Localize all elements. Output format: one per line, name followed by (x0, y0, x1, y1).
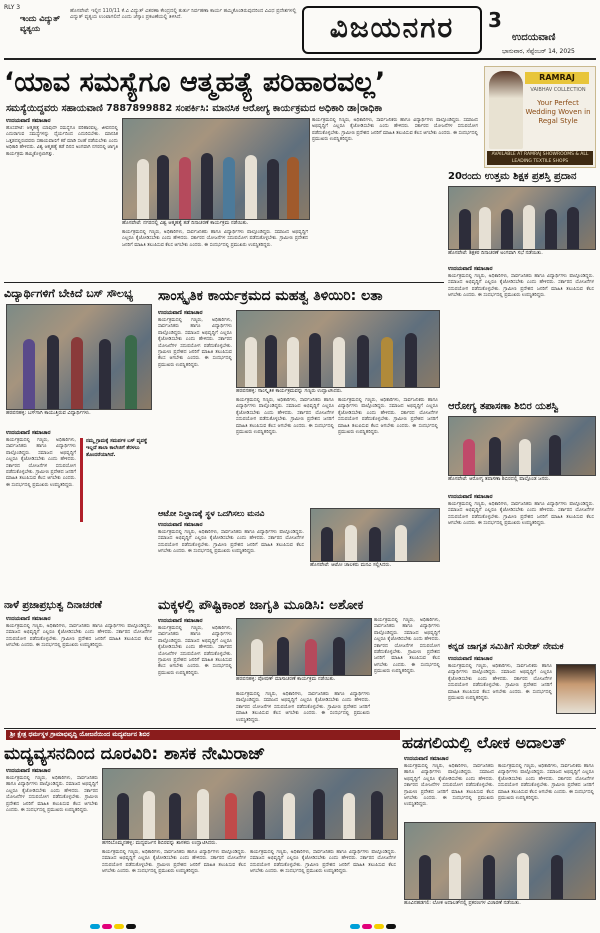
bus-body: ಕಾರ್ಯಕ್ರಮದಲ್ಲಿ ಗಣ್ಯರು, ಅಧಿಕಾರಿಗಳು, ಸಾರ್ವಜನಿಕರು ಹಾಗೂ ವಿದ್ಯಾರ್ಥಿಗಳು ಪಾಲ್ಗೊಂಡಿದ್ದರು. ಸಮಾಜದ ಅಭಿವೃದ್ಧಿಗೆ ಎಲ್ಲರೂ ಕೈಜೋಡಿಸಬೇಕು ಎಂದು ಹೇಳಿದರು. ಸರ್ಕಾರದ ಯೋಜನೆಗಳ ಸದುಪಯೋಗ ಪಡೆದುಕೊಳ್ಳಬೇಕು. ಗ್ರಾಮೀಣ ಪ್ರದೇಶದ ಜನರಿಗೆ ಮಾಹಿತಿ ತಲುಪಿಸುವ ಕೆಲಸ ಆಗಬೇಕು ಎಂದರು. ಈ ಸಂದರ್ಭದಲ್ಲಿ ಪ್ರಮುಖರು ಉಪಸ್ಥಿತರಿದ್ದರು. (6, 438, 76, 488)
kannada-headline: ಕನ್ನಡ ಜಾಗೃತ ಸಮಿತಿಗೆ ಸುರೇಶ್ ನೇಮಕ (448, 642, 564, 652)
section-divider (4, 282, 444, 283)
deaddiction-caption: ಹಗರಿಬೊಮ್ಮನಹಳ್ಳಿ: ಮದ್ಯವರ್ಜನ ಶಿಬಿರವನ್ನು ಶಾಸಕರು ಉದ್ಘಾಟಿಸಿದರು. (102, 840, 217, 846)
deaddiction-body-2: ಕಾರ್ಯಕ್ರಮದಲ್ಲಿ ಗಣ್ಯರು, ಅಧಿಕಾರಿಗಳು, ಸಾರ್ವಜನಿಕರು ಹಾಗೂ ವಿದ್ಯಾರ್ಥಿಗಳು ಪಾಲ್ಗೊಂಡಿದ್ದರು. ಸಮಾಜದ ಅಭಿವೃದ್ಧಿಗೆ ಎಲ್ಲರೂ ಕೈಜೋಡಿಸಬೇಕು ಎಂದು ಹೇಳಿದರು. ಸರ್ಕಾರದ ಯೋಜನೆಗಳ ಸದುಪಯೋಗ ಪಡೆದುಕೊಳ್ಳಬೇಕು. ಗ್ರಾಮೀಣ ಪ್ರದೇಶದ ಜನರಿಗೆ ಮಾಹಿತಿ ತಲುಪಿಸುವ ಕೆಲಸ ಆಗಬೇಕು ಎಂದರು. ಈ ಸಂದರ್ಭದಲ್ಲಿ ಪ್ರಮುಖರು ಉಪಸ್ಥಿತರಿದ್ದರು. (102, 850, 246, 875)
cultural-body-3: ಕಾರ್ಯಕ್ರಮದಲ್ಲಿ ಗಣ್ಯರು, ಅಧಿಕಾರಿಗಳು, ಸಾರ್ವಜನಿಕರು ಹಾಗೂ ವಿದ್ಯಾರ್ಥಿಗಳು ಪಾಲ್ಗೊಂಡಿದ್ದರು. ಸಮಾಜದ ಅಭಿವೃದ್ಧಿಗೆ ಎಲ್ಲರೂ ಕೈಜೋಡಿಸಬೇಕು ಎಂದು ಹೇಳಿದರು. ಸರ್ಕಾರದ ಯೋಜನೆಗಳ ಸದುಪಯೋಗ ಪಡೆದುಕೊಳ್ಳಬೇಕು. ಗ್ರಾಮೀಣ ಪ್ರದೇಶದ ಜನರಿಗೆ ಮಾಹಿತಿ ತಲುಪಿಸುವ ಕೆಲಸ ಆಗಬೇಕು ಎಂದರು. ಈ ಸಂದರ್ಭದಲ್ಲಿ ಪ್ರಮುಖರು ಉಪಸ್ಥಿತರಿದ್ದರು. (338, 398, 438, 436)
nutrition-caption: ಹರಪನಹಳ್ಳಿ: ಪೋಷಣ್ ಮಾಸಾಚರಣೆ ಕಾರ್ಯಕ್ರಮ ನಡೆಯಿತು. (236, 676, 336, 682)
nutrition-body-2: ಕಾರ್ಯಕ್ರಮದಲ್ಲಿ ಗಣ್ಯರು, ಅಧಿಕಾರಿಗಳು, ಸಾರ್ವಜನಿಕರು ಹಾಗೂ ವಿದ್ಯಾರ್ಥಿಗಳು ಪಾಲ್ಗೊಂಡಿದ್ದರು. ಸಮಾಜದ ಅಭಿವೃದ್ಧಿಗೆ ಎಲ್ಲರೂ ಕೈಜೋಡಿಸಬೇಕು ಎಂದು ಹೇಳಿದರು. ಸರ್ಕಾರದ ಯೋಜನೆಗಳ ಸದುಪಯೋಗ ಪಡೆದುಕೊಳ್ಳಬೇಕು. ಗ್ರಾಮೀಣ ಪ್ರದೇಶದ ಜನರಿಗೆ ಮಾಹಿತಿ ತಲುಪಿಸುವ ಕೆಲಸ ಆಗಬೇಕು ಎಂದರು. ಈ ಸಂದರ್ಭದಲ್ಲಿ ಪ್ರಮುಖರು ಉಪಸ್ಥಿತರಿದ್ದರು. (236, 692, 370, 723)
lok-adalat-caption: ಹೂವಿನಹಡಗಲಿ: ಲೋಕ ಅದಾಲತ್‌ನಲ್ಲಿ ಪ್ರಕರಣಗಳ ವಿಚಾರಣೆ ನಡೆಯಿತು. (404, 900, 521, 906)
teacher-award-body: ಕಾರ್ಯಕ್ರಮದಲ್ಲಿ ಗಣ್ಯರು, ಅಧಿಕಾರಿಗಳು, ಸಾರ್ವಜನಿಕರು ಹಾಗೂ ವಿದ್ಯಾರ್ಥಿಗಳು ಪಾಲ್ಗೊಂಡಿದ್ದರು. ಸಮಾಜದ ಅಭಿವೃದ್ಧಿಗೆ ಎಲ್ಲರೂ ಕೈಜೋಡಿಸಬೇಕು ಎಂದು ಹೇಳಿದರು. ಸರ್ಕಾರದ ಯೋಜನೆಗಳ ಸದುಪಯೋಗ ಪಡೆದುಕೊಳ್ಳಬೇಕು. ಗ್ರಾಮೀಣ ಪ್ರದೇಶದ ಜನರಿಗೆ ಮಾಹಿತಿ ತಲುಪಿಸುವ ಕೆಲಸ ಆಗಬೇಕು ಎಂದರು. ಈ ಸಂದರ್ಭದಲ್ಲಿ ಪ್ರಮುಖರು ಉಪಸ್ಥಿತರಿದ್ದರು. (448, 274, 594, 299)
cultural-photo (236, 310, 440, 388)
auto-headline: ಆಟೋ ನಿಲ್ದಾಣಕ್ಕೆ ಸ್ಥಳ ಒದಗಿಸಲು ಮನವಿ (158, 509, 265, 518)
cultural-caption: ಹರಪನಹಳ್ಳಿ: ಸಾಂಸ್ಕೃತಿಕ ಕಾರ್ಯಕ್ರಮವನ್ನು ಗಣ್ಯರು ಉದ್ಘಾಟಿಸಿದರು. (236, 388, 343, 394)
lead-body: ಹೊಸಪೇಟೆ: ಆತ್ಮಹತ್ಯೆ ಯಾವುದೇ ಸಮಸ್ಯೆಗೂ ಪರಿಹಾರವಲ್ಲ. ಜೀವನದಲ್ಲಿ ಎದುರಾಗುವ ಸಮಸ್ಯೆಗಳನ್ನು ಧೈರ್ಯದಿಂದ ಎದುರಿಸಬೇಕು. ಮಾನಸಿಕ ಒತ್ತಡದಲ್ಲಿರುವವರು ಸಹಾಯವಾಣಿಗೆ ಕರೆ ಮಾಡಿ ಸಲಹೆ ಪಡೆಯಬೇಕು ಎಂದು ಅಧಿಕಾರಿ ಹೇಳಿದರು. ವಿಶ್ವ ಆತ್ಮಹತ್ಯೆ ತಡೆ ದಿನದ ಅಂಗವಾಗಿ ನಗರದಲ್ಲಿ ಜಾಗೃತಿ ಕಾರ್ಯಕ್ರಮ ಹಮ್ಮಿಕೊಳ್ಳಲಾಗಿತ್ತು. (6, 126, 118, 157)
auto-caption: ಹೊಸಪೇಟೆ: ಆಟೋ ಚಾಲಕರು ಮನವಿ ಸಲ್ಲಿಸಿದರು. (310, 562, 392, 568)
cultural-body-2: ಕಾರ್ಯಕ್ರಮದಲ್ಲಿ ಗಣ್ಯರು, ಅಧಿಕಾರಿಗಳು, ಸಾರ್ವಜನಿಕರು ಹಾಗೂ ವಿದ್ಯಾರ್ಥಿಗಳು ಪಾಲ್ಗೊಂಡಿದ್ದರು. ಸಮಾಜದ ಅಭಿವೃದ್ಧಿಗೆ ಎಲ್ಲರೂ ಕೈಜೋಡಿಸಬೇಕು ಎಂದು ಹೇಳಿದರು. ಸರ್ಕಾರದ ಯೋಜನೆಗಳ ಸದುಪಯೋಗ ಪಡೆದುಕೊಳ್ಳಬೇಕು. ಗ್ರಾಮೀಣ ಪ್ರದೇಶದ ಜನರಿಗೆ ಮಾಹಿತಿ ತಲುಪಿಸುವ ಕೆಲಸ ಆಗಬೇಕು ಎಂದರು. ಈ ಸಂದರ್ಭದಲ್ಲಿ ಪ್ರಮುಖರು ಉಪಸ್ಥಿತರಿದ್ದರು. (236, 398, 334, 436)
health-photo (448, 416, 596, 476)
deaddiction-body: ಕಾರ್ಯಕ್ರಮದಲ್ಲಿ ಗಣ್ಯರು, ಅಧಿಕಾರಿಗಳು, ಸಾರ್ವಜನಿಕರು ಹಾಗೂ ವಿದ್ಯಾರ್ಥಿಗಳು ಪಾಲ್ಗೊಂಡಿದ್ದರು. ಸಮಾಜದ ಅಭಿವೃದ್ಧಿಗೆ ಎಲ್ಲರೂ ಕೈಜೋಡಿಸಬೇಕು ಎಂದು ಹೇಳಿದರು. ಸರ್ಕಾರದ ಯೋಜನೆಗಳ ಸದುಪಯೋಗ ಪಡೆದುಕೊಳ್ಳಬೇಕು. ಗ್ರಾಮೀಣ ಪ್ರದೇಶದ ಜನರಿಗೆ ಮಾಹಿತಿ ತಲುಪಿಸುವ ಕೆಲಸ ಆಗಬೇಕು ಎಂದರು. ಈ ಸಂದರ್ಭದಲ್ಲಿ ಪ್ರಮುಖರು ಉಪಸ್ಥಿತರಿದ್ದರು. (6, 776, 98, 814)
lead-caption: ಹೊಸಪೇಟೆ: ನಗರದಲ್ಲಿ ವಿಶ್ವ ಆತ್ಮಹತ್ಯೆ ತಡೆ ದಿನಾಚರಣೆ ಕಾರ್ಯಕ್ರಮ ನಡೆಯಿತು. (122, 220, 249, 226)
page-title: ವಿಜಯನಗರ (302, 6, 482, 54)
cultural-byline: ಉದಯವಾಣಿ ಸಮಾಚಾರ (158, 310, 203, 316)
health-byline: ಉದಯವಾಣಿ ಸಮಾಚಾರ (448, 494, 493, 500)
page-number: 3 (488, 8, 502, 32)
ad-brand: RAMRAJ (525, 72, 589, 84)
lead-byline: ಉದಯವಾಣಿ ಸಮಾಚಾರ (6, 118, 51, 124)
lok-adalat-byline: ಉದಯವಾಣಿ ಸಮಾಚಾರ (404, 756, 449, 762)
nutrition-headline: ಮಕ್ಕಳಲ್ಲಿ ಪೌಷ್ಟಿಕಾಂಶ ಜಾಗೃತಿ ಮೂಡಿಸಿ: ಅಶೋಕ (158, 598, 364, 613)
ramraj-ad[interactable] (484, 66, 596, 168)
bus-pull-quote: ನಮ್ಮ ಗ್ರಾಮಕ್ಕೆ ಸಮರ್ಪಕ ಬಸ್ ವ್ಯವಸ್ಥೆ ಇಲ್ಲದೆ ಶಾಲಾ ಕಾಲೇಜಿಗೆ ತೆರಳಲು ತೊಂದರೆಯಾಗಿದೆ. (80, 438, 156, 522)
nutrition-photo (236, 618, 372, 676)
teacher-award-byline: ಉದಯವಾಣಿ ಸಮಾಚಾರ (448, 266, 493, 272)
teacher-award-headline: 20ರಂದು ಉತ್ತಮ ಶಿಕ್ಷಕ ಪ್ರಶಸ್ತಿ ಪ್ರದಾನ (448, 171, 577, 182)
bus-caption: ಹರಪನಹಳ್ಳಿ: ಬಸ್‌ಗಾಗಿ ಕಾಯುತ್ತಿರುವ ವಿದ್ಯಾರ್ಥಿಗಳು. (6, 410, 91, 416)
nutrition-body-3: ಕಾರ್ಯಕ್ರಮದಲ್ಲಿ ಗಣ್ಯರು, ಅಧಿಕಾರಿಗಳು, ಸಾರ್ವಜನಿಕರು ಹಾಗೂ ವಿದ್ಯಾರ್ಥಿಗಳು ಪಾಲ್ಗೊಂಡಿದ್ದರು. ಸಮಾಜದ ಅಭಿವೃದ್ಧಿಗೆ ಎಲ್ಲರೂ ಕೈಜೋಡಿಸಬೇಕು ಎಂದು ಹೇಳಿದರು. ಸರ್ಕಾರದ ಯೋಜನೆಗಳ ಸದುಪಯೋಗ ಪಡೆದುಕೊಳ್ಳಬೇಕು. ಗ್ರಾಮೀಣ ಪ್ರದೇಶದ ಜನರಿಗೆ ಮಾಹಿತಿ ತಲುಪಿಸುವ ಕೆಲಸ ಆಗಬೇಕು ಎಂದರು. ಈ ಸಂದರ್ಭದಲ್ಲಿ ಪ್ರಮುಖರು ಉಪಸ್ಥಿತರಿದ್ದರು. (374, 618, 440, 675)
teacher-award-caption: ಹೊಸಪೇಟೆ: ಶಿಕ್ಷಕರ ದಿನಾಚರಣೆ ಅಂಗವಾಗಿ ಸಭೆ ನಡೆಯಿತು. (448, 250, 543, 256)
deaddiction-byline: ಉದಯವಾಣಿ ಸಮಾಚಾರ (6, 768, 51, 774)
left-ear: ಇಂದು ವಿದ್ಯುತ್ ವ್ಯತ್ಯಯ (20, 14, 61, 33)
lead-subhead: ಸಮಸ್ಯೆಯಿದ್ದವರು ಸಹಾಯವಾಣಿ 7887899882 ಸಂಪರ್ಕಿಸಿ: ಮಾನಸಿಕ ಆರೋಗ್ಯ ಕಾರ್ಯಕ್ರಮದ ಅಧಿಕಾರಿ ಡಾ|ರಾಧಿಕಾ (6, 103, 383, 114)
health-caption: ಹೊಸಪೇಟೆ: ಆರೋಗ್ಯ ತಪಾಸಣಾ ಶಿಬಿರದಲ್ಲಿ ಪಾಲ್ಗೊಂಡ ಜನರು. (448, 476, 551, 482)
auto-photo (310, 508, 440, 562)
deaddiction-photo (102, 768, 398, 840)
kannada-byline: ಉದಯವಾಣಿ ಸಮಾಚಾರ (448, 656, 493, 662)
brand-name: ಉದಯವಾಣಿ (512, 32, 556, 43)
lead-headline: ‘ಯಾವ ಸಮಸ್ಯೆಗೂ ಆತ್ಮಹತ್ಯೆ ಪರಿಹಾರವಲ್ಲ’ (4, 67, 386, 98)
democracy-byline: ಉದಯವಾಣಿ ಸಮಾಚಾರ (6, 616, 51, 622)
auto-body: ಕಾರ್ಯಕ್ರಮದಲ್ಲಿ ಗಣ್ಯರು, ಅಧಿಕಾರಿಗಳು, ಸಾರ್ವಜನಿಕರು ಹಾಗೂ ವಿದ್ಯಾರ್ಥಿಗಳು ಪಾಲ್ಗೊಂಡಿದ್ದರು. ಸಮಾಜದ ಅಭಿವೃದ್ಧಿಗೆ ಎಲ್ಲರೂ ಕೈಜೋಡಿಸಬೇಕು ಎಂದು ಹೇಳಿದರು. ಸರ್ಕಾರದ ಯೋಜನೆಗಳ ಸದುಪಯೋಗ ಪಡೆದುಕೊಳ್ಳಬೇಕು. ಗ್ರಾಮೀಣ ಪ್ರದೇಶದ ಜನರಿಗೆ ಮಾಹಿತಿ ತಲುಪಿಸುವ ಕೆಲಸ ಆಗಬೇಕು ಎಂದರು. ಈ ಸಂದರ್ಭದಲ್ಲಿ ಪ್ರಮುಖರು ಉಪಸ್ಥಿತರಿದ್ದರು. (158, 530, 304, 555)
lok-adalat-body: ಕಾರ್ಯಕ್ರಮದಲ್ಲಿ ಗಣ್ಯರು, ಅಧಿಕಾರಿಗಳು, ಸಾರ್ವಜನಿಕರು ಹಾಗೂ ವಿದ್ಯಾರ್ಥಿಗಳು ಪಾಲ್ಗೊಂಡಿದ್ದರು. ಸಮಾಜದ ಅಭಿವೃದ್ಧಿಗೆ ಎಲ್ಲರೂ ಕೈಜೋಡಿಸಬೇಕು ಎಂದು ಹೇಳಿದರು. ಸರ್ಕಾರದ ಯೋಜನೆಗಳ ಸದುಪಯೋಗ ಪಡೆದುಕೊಳ್ಳಬೇಕು. ಗ್ರಾಮೀಣ ಪ್ರದೇಶದ ಜನರಿಗೆ ಮಾಹಿತಿ ತಲುಪಿಸುವ ಕೆಲಸ ಆಗಬೇಕು ಎಂದರು. ಈ ಸಂದರ್ಭದಲ್ಲಿ ಪ್ರಮುಖರು ಉಪಸ್ಥಿತರಿದ್ದರು. (404, 764, 494, 808)
bus-byline: ಉದಯವಾಣಿ ಸಮಾಚಾರ (6, 430, 51, 436)
nutrition-byline: ಉದಯವಾಣಿ ಸಮಾಚಾರ (158, 618, 203, 624)
lok-adalat-body-2: ಕಾರ್ಯಕ್ರಮದಲ್ಲಿ ಗಣ್ಯರು, ಅಧಿಕಾರಿಗಳು, ಸಾರ್ವಜನಿಕರು ಹಾಗೂ ವಿದ್ಯಾರ್ಥಿಗಳು ಪಾಲ್ಗೊಂಡಿದ್ದರು. ಸಮಾಜದ ಅಭಿವೃದ್ಧಿಗೆ ಎಲ್ಲರೂ ಕೈಜೋಡಿಸಬೇಕು ಎಂದು ಹೇಳಿದರು. ಸರ್ಕಾರದ ಯೋಜನೆಗಳ ಸದುಪಯೋಗ ಪಡೆದುಕೊಳ್ಳಬೇಕು. ಗ್ರಾಮೀಣ ಪ್ರದೇಶದ ಜನರಿಗೆ ಮಾಹಿತಿ ತಲುಪಿಸುವ ಕೆಲಸ ಆಗಬೇಕು ಎಂದರು. ಈ ಸಂದರ್ಭದಲ್ಲಿ ಪ್ರಮುಖರು ಉಪಸ್ಥಿತರಿದ್ದರು. (498, 764, 594, 802)
print-registration-marks-2 (350, 914, 398, 933)
cultural-body: ಕಾರ್ಯಕ್ರಮದಲ್ಲಿ ಗಣ್ಯರು, ಅಧಿಕಾರಿಗಳು, ಸಾರ್ವಜನಿಕರು ಹಾಗೂ ವಿದ್ಯಾರ್ಥಿಗಳು ಪಾಲ್ಗೊಂಡಿದ್ದರು. ಸಮಾಜದ ಅಭಿವೃದ್ಧಿಗೆ ಎಲ್ಲರೂ ಕೈಜೋಡಿಸಬೇಕು ಎಂದು ಹೇಳಿದರು. ಸರ್ಕಾರದ ಯೋಜನೆಗಳ ಸದುಪಯೋಗ ಪಡೆದುಕೊಳ್ಳಬೇಕು. ಗ್ರಾಮೀಣ ಪ್ರದೇಶದ ಜನರಿಗೆ ಮಾಹಿತಿ ತಲುಪಿಸುವ ಕೆಲಸ ಆಗಬೇಕು ಎಂದರು. ಈ ಸಂದರ್ಭದಲ್ಲಿ ಪ್ರಮುಖರು ಉಪಸ್ಥಿತರಿದ್ದರು. (158, 318, 232, 368)
bottom-divider (4, 728, 596, 729)
lead-body-right: ಕಾರ್ಯಕ್ರಮದಲ್ಲಿ ಗಣ್ಯರು, ಅಧಿಕಾರಿಗಳು, ಸಾರ್ವಜನಿಕರು ಹಾಗೂ ವಿದ್ಯಾರ್ಥಿಗಳು ಪಾಲ್ಗೊಂಡಿದ್ದರು. ಸಮಾಜದ ಅಭಿವೃದ್ಧಿಗೆ ಎಲ್ಲರೂ ಕೈಜೋಡಿಸಬೇಕು ಎಂದು ಹೇಳಿದರು. ಸರ್ಕಾರದ ಯೋಜನೆಗಳ ಸದುಪಯೋಗ ಪಡೆದುಕೊಳ್ಳಬೇಕು. ಗ್ರಾಮೀಣ ಪ್ರದೇಶದ ಜನರಿಗೆ ಮಾಹಿತಿ ತಲುಪಿಸುವ ಕೆಲಸ ಆಗಬೇಕು ಎಂದರು. ಈ ಸಂದರ್ಭದಲ್ಲಿ ಪ್ರಮುಖರು ಉಪಸ್ಥಿತರಿದ್ದರು. (312, 118, 478, 143)
auto-byline: ಉದಯವಾಣಿ ಸಮಾಚಾರ (158, 522, 203, 528)
masthead (0, 0, 600, 62)
edition-code: RLY 3 (4, 4, 21, 11)
kannada-body: ಕಾರ್ಯಕ್ರಮದಲ್ಲಿ ಗಣ್ಯರು, ಅಧಿಕಾರಿಗಳು, ಸಾರ್ವಜನಿಕರು ಹಾಗೂ ವಿದ್ಯಾರ್ಥಿಗಳು ಪಾಲ್ಗೊಂಡಿದ್ದರು. ಸಮಾಜದ ಅಭಿವೃದ್ಧಿಗೆ ಎಲ್ಲರೂ ಕೈಜೋಡಿಸಬೇಕು ಎಂದು ಹೇಳಿದರು. ಸರ್ಕಾರದ ಯೋಜನೆಗಳ ಸದುಪಯೋಗ ಪಡೆದುಕೊಳ್ಳಬೇಕು. ಗ್ರಾಮೀಣ ಪ್ರದೇಶದ ಜನರಿಗೆ ಮಾಹಿತಿ ತಲುಪಿಸುವ ಕೆಲಸ ಆಗಬೇಕು ಎಂದರು. ಈ ಸಂದರ್ಭದಲ್ಲಿ ಪ್ರಮುಖರು ಉಪಸ್ಥಿತರಿದ್ದರು. (448, 664, 552, 702)
cultural-headline: ಸಾಂಸ್ಕೃತಿಕ ಕಾರ್ಯಕ್ರಮದ ಮಹತ್ವ ತಿಳಿಯಿರಿ: ಲತಾ (158, 288, 383, 304)
issue-date: ಭಾನುವಾರ, ಸೆಪ್ಟೆಂಬರ್ 14, 2025 (502, 48, 575, 55)
power-notice: ಹೊಸಪೇಟೆ: ಇಲ್ಲಿನ 110/11 ಕೆ.ವಿ ವಿದ್ಯುತ್ ವಿತರಣಾ ಕೇಂದ್ರದಲ್ಲಿ ತುರ್ತು ನಿರ್ವಹಣಾ ಕಾರ್ಯ ಹಮ್ಮಿಕೊಂಡಿರುವುದರಿಂದ ವಿವಿಧ ಪ್ರದೇಶಗಳಲ್ಲಿ ವಿದ್ಯುತ್ ವ್ಯತ್ಯಯ ಉಂಟಾಗಲಿದೆ ಎಂದು ಜೆಸ್ಕಾಂ ಪ್ರಕಟಣೆಯಲ್ಲಿ ತಿಳಿಸಿದೆ. (70, 8, 297, 20)
democracy-headline: ನಾಳೆ ಪ್ರಜಾಪ್ರಭುತ್ವ ದಿನಾಚರಣೆ (4, 600, 102, 611)
bus-headline: ವಿದ್ಯಾರ್ಥಿಗಳಿಗೆ ಬೇಕಿದೆ ಬಸ್‌ ಸೌಲಭ್ಯ (4, 287, 133, 300)
ad-model-image (489, 71, 523, 149)
lead-body-cont: ಕಾರ್ಯಕ್ರಮದಲ್ಲಿ ಗಣ್ಯರು, ಅಧಿಕಾರಿಗಳು, ಸಾರ್ವಜನಿಕರು ಹಾಗೂ ವಿದ್ಯಾರ್ಥಿಗಳು ಪಾಲ್ಗೊಂಡಿದ್ದರು. ಸಮಾಜದ ಅಭಿವೃದ್ಧಿಗೆ ಎಲ್ಲರೂ ಕೈಜೋಡಿಸಬೇಕು ಎಂದು ಹೇಳಿದರು. ಸರ್ಕಾರದ ಯೋಜನೆಗಳ ಸದುಪಯೋಗ ಪಡೆದುಕೊಳ್ಳಬೇಕು. ಗ್ರಾಮೀಣ ಪ್ರದೇಶದ ಜನರಿಗೆ ಮಾಹಿತಿ ತಲುಪಿಸುವ ಕೆಲಸ ಆಗಬೇಕು ಎಂದರು. ಈ ಸಂದರ್ಭದಲ್ಲಿ ಪ್ರಮುಖರು ಉಪಸ್ಥಿತರಿದ್ದರು. (122, 230, 308, 248)
deaddiction-headline: ಮದ್ಯವ್ಯಸನದಿಂದ ದೂರವಿರಿ: ಶಾಸಕ ನೇಮಿರಾಜ್ (4, 744, 266, 764)
masthead-divider (4, 58, 596, 60)
democracy-body: ಕಾರ್ಯಕ್ರಮದಲ್ಲಿ ಗಣ್ಯರು, ಅಧಿಕಾರಿಗಳು, ಸಾರ್ವಜನಿಕರು ಹಾಗೂ ವಿದ್ಯಾರ್ಥಿಗಳು ಪಾಲ್ಗೊಂಡಿದ್ದರು. ಸಮಾಜದ ಅಭಿವೃದ್ಧಿಗೆ ಎಲ್ಲರೂ ಕೈಜೋಡಿಸಬೇಕು ಎಂದು ಹೇಳಿದರು. ಸರ್ಕಾರದ ಯೋಜನೆಗಳ ಸದುಪಯೋಗ ಪಡೆದುಕೊಳ್ಳಬೇಕು. ಗ್ರಾಮೀಣ ಪ್ರದೇಶದ ಜನರಿಗೆ ಮಾಹಿತಿ ತಲುಪಿಸುವ ಕೆಲಸ ಆಗಬೇಕು ಎಂದರು. ಈ ಸಂದರ್ಭದಲ್ಲಿ ಪ್ರಮುಖರು ಉಪಸ್ಥಿತರಿದ್ದರು. (6, 624, 152, 649)
kannada-portrait (556, 664, 596, 714)
ad-footer: AVAILABLE AT RAMRAJ SHOWROOMS & ALL LEADING TEXTILE SHOPS (487, 151, 593, 165)
print-registration-marks (90, 914, 138, 933)
lok-adalat-headline: ಹಡಗಲಿಯಲ್ಲಿ ಲೋಕ ಅದಾಲತ್ (402, 733, 567, 752)
health-headline: ಆರೋಗ್ಯ ತಪಾಸಣಾ ಶಿಬಿರ ಯಶಸ್ವಿ (448, 401, 559, 412)
nutrition-body: ಕಾರ್ಯಕ್ರಮದಲ್ಲಿ ಗಣ್ಯರು, ಅಧಿಕಾರಿಗಳು, ಸಾರ್ವಜನಿಕರು ಹಾಗೂ ವಿದ್ಯಾರ್ಥಿಗಳು ಪಾಲ್ಗೊಂಡಿದ್ದರು. ಸಮಾಜದ ಅಭಿವೃದ್ಧಿಗೆ ಎಲ್ಲರೂ ಕೈಜೋಡಿಸಬೇಕು ಎಂದು ಹೇಳಿದರು. ಸರ್ಕಾರದ ಯೋಜನೆಗಳ ಸದುಪಯೋಗ ಪಡೆದುಕೊಳ್ಳಬೇಕು. ಗ್ರಾಮೀಣ ಪ್ರದೇಶದ ಜನರಿಗೆ ಮಾಹಿತಿ ತಲುಪಿಸುವ ಕೆಲಸ ಆಗಬೇಕು ಎಂದರು. ಈ ಸಂದರ್ಭದಲ್ಲಿ ಪ್ರಮುಖರು ಉಪಸ್ಥಿತರಿದ್ದರು. (158, 626, 232, 676)
ad-collection: VAIBHAV COLLECTION (530, 87, 586, 93)
health-body: ಕಾರ್ಯಕ್ರಮದಲ್ಲಿ ಗಣ್ಯರು, ಅಧಿಕಾರಿಗಳು, ಸಾರ್ವಜನಿಕರು ಹಾಗೂ ವಿದ್ಯಾರ್ಥಿಗಳು ಪಾಲ್ಗೊಂಡಿದ್ದರು. ಸಮಾಜದ ಅಭಿವೃದ್ಧಿಗೆ ಎಲ್ಲರೂ ಕೈಜೋಡಿಸಬೇಕು ಎಂದು ಹೇಳಿದರು. ಸರ್ಕಾರದ ಯೋಜನೆಗಳ ಸದುಪಯೋಗ ಪಡೆದುಕೊಳ್ಳಬೇಕು. ಗ್ರಾಮೀಣ ಪ್ರದೇಶದ ಜನರಿಗೆ ಮಾಹಿತಿ ತಲುಪಿಸುವ ಕೆಲಸ ಆಗಬೇಕು ಎಂದರು. ಈ ಸಂದರ್ಭದಲ್ಲಿ ಪ್ರಮುಖರು ಉಪಸ್ಥಿತರಿದ್ದರು. (448, 502, 594, 527)
masthead-right (488, 8, 593, 56)
ad-tagline: Your Perfect Wedding Woven in Regal Style (525, 99, 591, 125)
deaddiction-kicker: ಶ್ರೀ ಕ್ಷೇತ್ರ ಧರ್ಮಸ್ಥಳ ಗ್ರಾಮಾಭಿವೃದ್ಧಿ ಯೋಜನೆಯಿಂದ ಮದ್ಯವರ್ಜನ ಶಿಬಿರ (6, 730, 400, 740)
bus-photo (6, 304, 152, 410)
lok-adalat-photo (404, 822, 596, 900)
teacher-award-photo (448, 186, 596, 250)
deaddiction-body-3: ಕಾರ್ಯಕ್ರಮದಲ್ಲಿ ಗಣ್ಯರು, ಅಧಿಕಾರಿಗಳು, ಸಾರ್ವಜನಿಕರು ಹಾಗೂ ವಿದ್ಯಾರ್ಥಿಗಳು ಪಾಲ್ಗೊಂಡಿದ್ದರು. ಸಮಾಜದ ಅಭಿವೃದ್ಧಿಗೆ ಎಲ್ಲರೂ ಕೈಜೋಡಿಸಬೇಕು ಎಂದು ಹೇಳಿದರು. ಸರ್ಕಾರದ ಯೋಜನೆಗಳ ಸದುಪಯೋಗ ಪಡೆದುಕೊಳ್ಳಬೇಕು. ಗ್ರಾಮೀಣ ಪ್ರದೇಶದ ಜನರಿಗೆ ಮಾಹಿತಿ ತಲುಪಿಸುವ ಕೆಲಸ ಆಗಬೇಕು ಎಂದರು. ಈ ಸಂದರ್ಭದಲ್ಲಿ ಪ್ರಮುಖರು ಉಪಸ್ಥಿತರಿದ್ದರು. (250, 850, 396, 875)
lead-photo (122, 118, 310, 220)
